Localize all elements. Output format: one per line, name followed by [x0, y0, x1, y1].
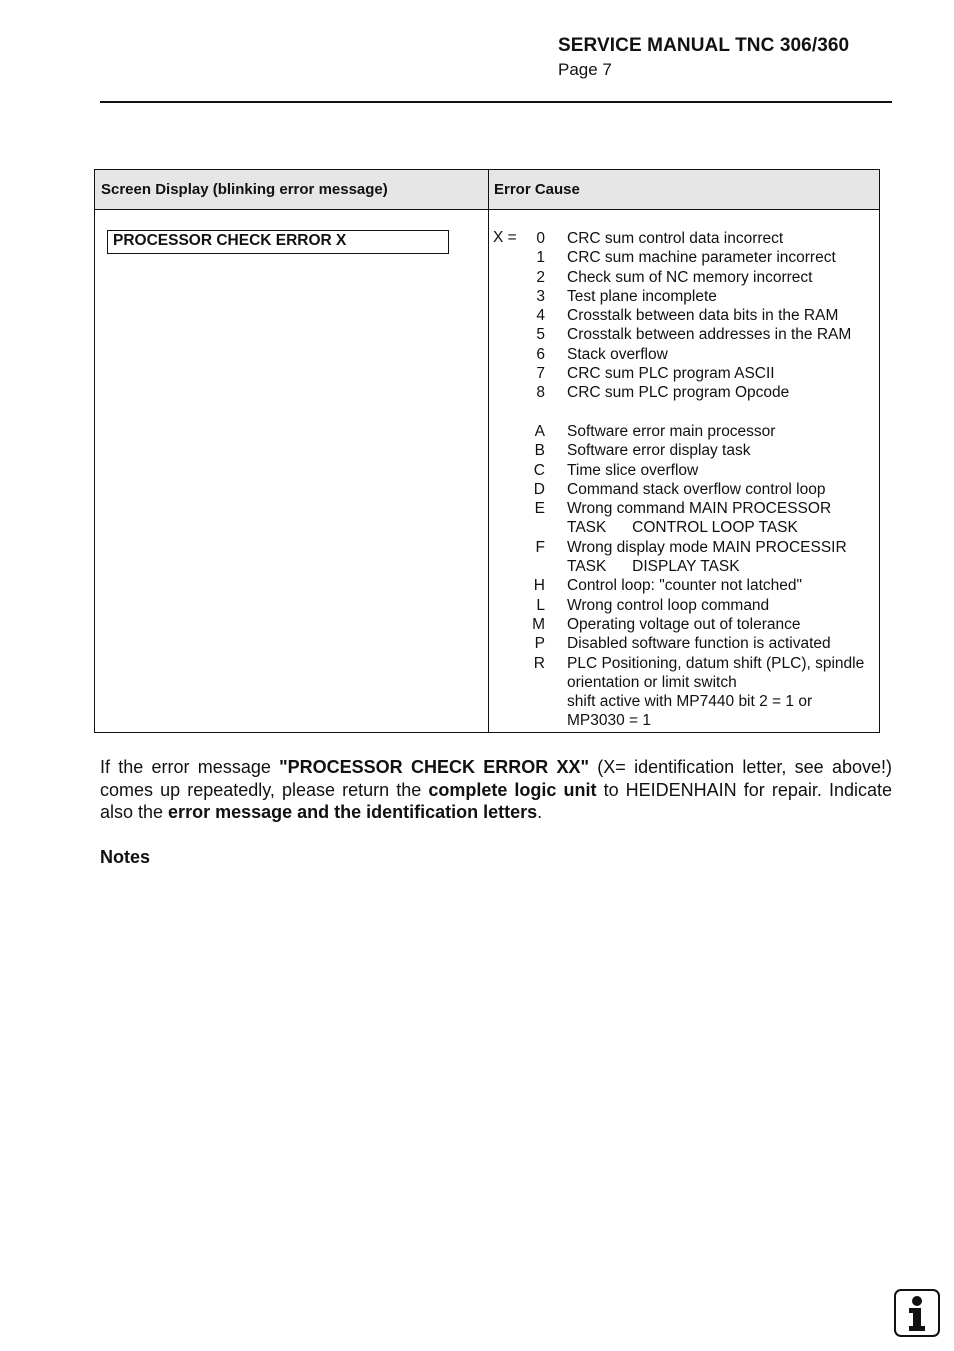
error-code: H: [533, 577, 545, 595]
error-code: L: [536, 596, 545, 614]
error-cause: Control loop: "counter not latched": [567, 577, 803, 595]
error-cause-column: [567, 229, 877, 731]
error-cause-continuation: TASK CONTROL LOOP TASK: [567, 519, 798, 537]
error-code: P: [534, 635, 545, 653]
error-cause: Test plane incomplete: [567, 287, 717, 305]
error-code-column: [515, 229, 545, 673]
error-cause-continuation: TASK DISPLAY TASK: [567, 558, 740, 576]
error-cause: Wrong control loop command: [567, 596, 770, 614]
error-code: M: [532, 615, 545, 633]
info-icon: [894, 1289, 940, 1337]
paragraph-text: (X= identification letter, see above!) comes up repeatedly, please return the: [100, 757, 892, 800]
error-code: 3: [536, 287, 545, 305]
error-cause: CRC sum PLC program ASCII: [567, 365, 775, 383]
paragraph-text: If the error message: [100, 757, 280, 777]
error-code: A: [534, 422, 545, 440]
error-cause: Operating voltage out of tolerance: [567, 615, 801, 633]
x-equals-label: X =: [493, 229, 517, 246]
error-cause: Wrong command MAIN PROCESSOR: [567, 500, 832, 518]
error-code: D: [533, 480, 545, 498]
error-cause-continuation: orientation or limit switch: [567, 673, 737, 691]
error-code: E: [534, 500, 545, 518]
error-code: 5: [536, 326, 545, 344]
error-cause: CRC sum control data incorrect: [567, 230, 784, 247]
info-icon-glyph: [896, 1291, 938, 1335]
error-code: F: [535, 538, 545, 556]
header-divider: [100, 101, 892, 103]
error-cause: PLC Positioning, datum shift (PLC), spindle: [567, 654, 865, 672]
error-cause: Crosstalk between data bits in the RAM: [567, 307, 839, 325]
column-header-error-cause: Error Cause: [494, 181, 580, 198]
error-code: 2: [536, 268, 545, 286]
error-code: 0: [536, 230, 545, 247]
error-cause: Command stack overflow control loop: [567, 480, 826, 498]
error-cause: Software error display task: [567, 442, 751, 460]
paragraph-text: to HEIDENHAIN for repair. Indicate also the: [100, 779, 892, 822]
error-code: 7: [536, 365, 545, 383]
column-divider: [488, 170, 489, 732]
error-code: R: [533, 654, 545, 672]
error-code: 1: [536, 249, 545, 267]
error-cause: Stack overflow: [567, 345, 668, 363]
column-header-screen-display: Screen Display (blinking error message): [101, 181, 388, 198]
repair-instructions-paragraph: [100, 756, 892, 824]
table-header-row: [95, 170, 879, 210]
manual-title: SERVICE MANUAL TNC 306/360: [558, 35, 850, 56]
error-cause-continuation: shift active with MP7440 bit 2 = 1 or: [567, 693, 813, 711]
paragraph-emphasis: error message and the identification letters: [168, 802, 538, 822]
paragraph-emphasis: complete logic unit: [428, 779, 597, 800]
error-code: B: [534, 442, 545, 460]
error-cause: Wrong display mode MAIN PROCESSIR: [567, 538, 847, 556]
notes-heading: Notes: [100, 847, 151, 867]
error-cause: Software error main processor: [567, 422, 776, 440]
error-code: C: [533, 461, 545, 479]
paragraph-text: .: [537, 802, 543, 822]
error-code: 6: [536, 345, 545, 363]
error-code: 4: [536, 307, 545, 325]
error-code: 8: [536, 384, 545, 402]
error-cause-continuation: MP3030 = 1: [567, 712, 652, 730]
paragraph-emphasis: "PROCESSOR CHECK ERROR XX": [279, 757, 590, 777]
error-cause: Time slice overflow: [567, 461, 699, 479]
error-cause: Check sum of NC memory incorrect: [567, 268, 813, 286]
error-cause: CRC sum PLC program Opcode: [567, 384, 790, 402]
error-table: [94, 169, 880, 733]
page-number: Page 7: [558, 60, 612, 79]
error-cause: CRC sum machine parameter incorrect: [567, 249, 836, 267]
error-message-display: PROCESSOR CHECK ERROR X: [107, 230, 449, 254]
error-cause: Disabled software function is activated: [567, 635, 831, 653]
error-cause: Crosstalk between addresses in the RAM: [567, 326, 852, 344]
